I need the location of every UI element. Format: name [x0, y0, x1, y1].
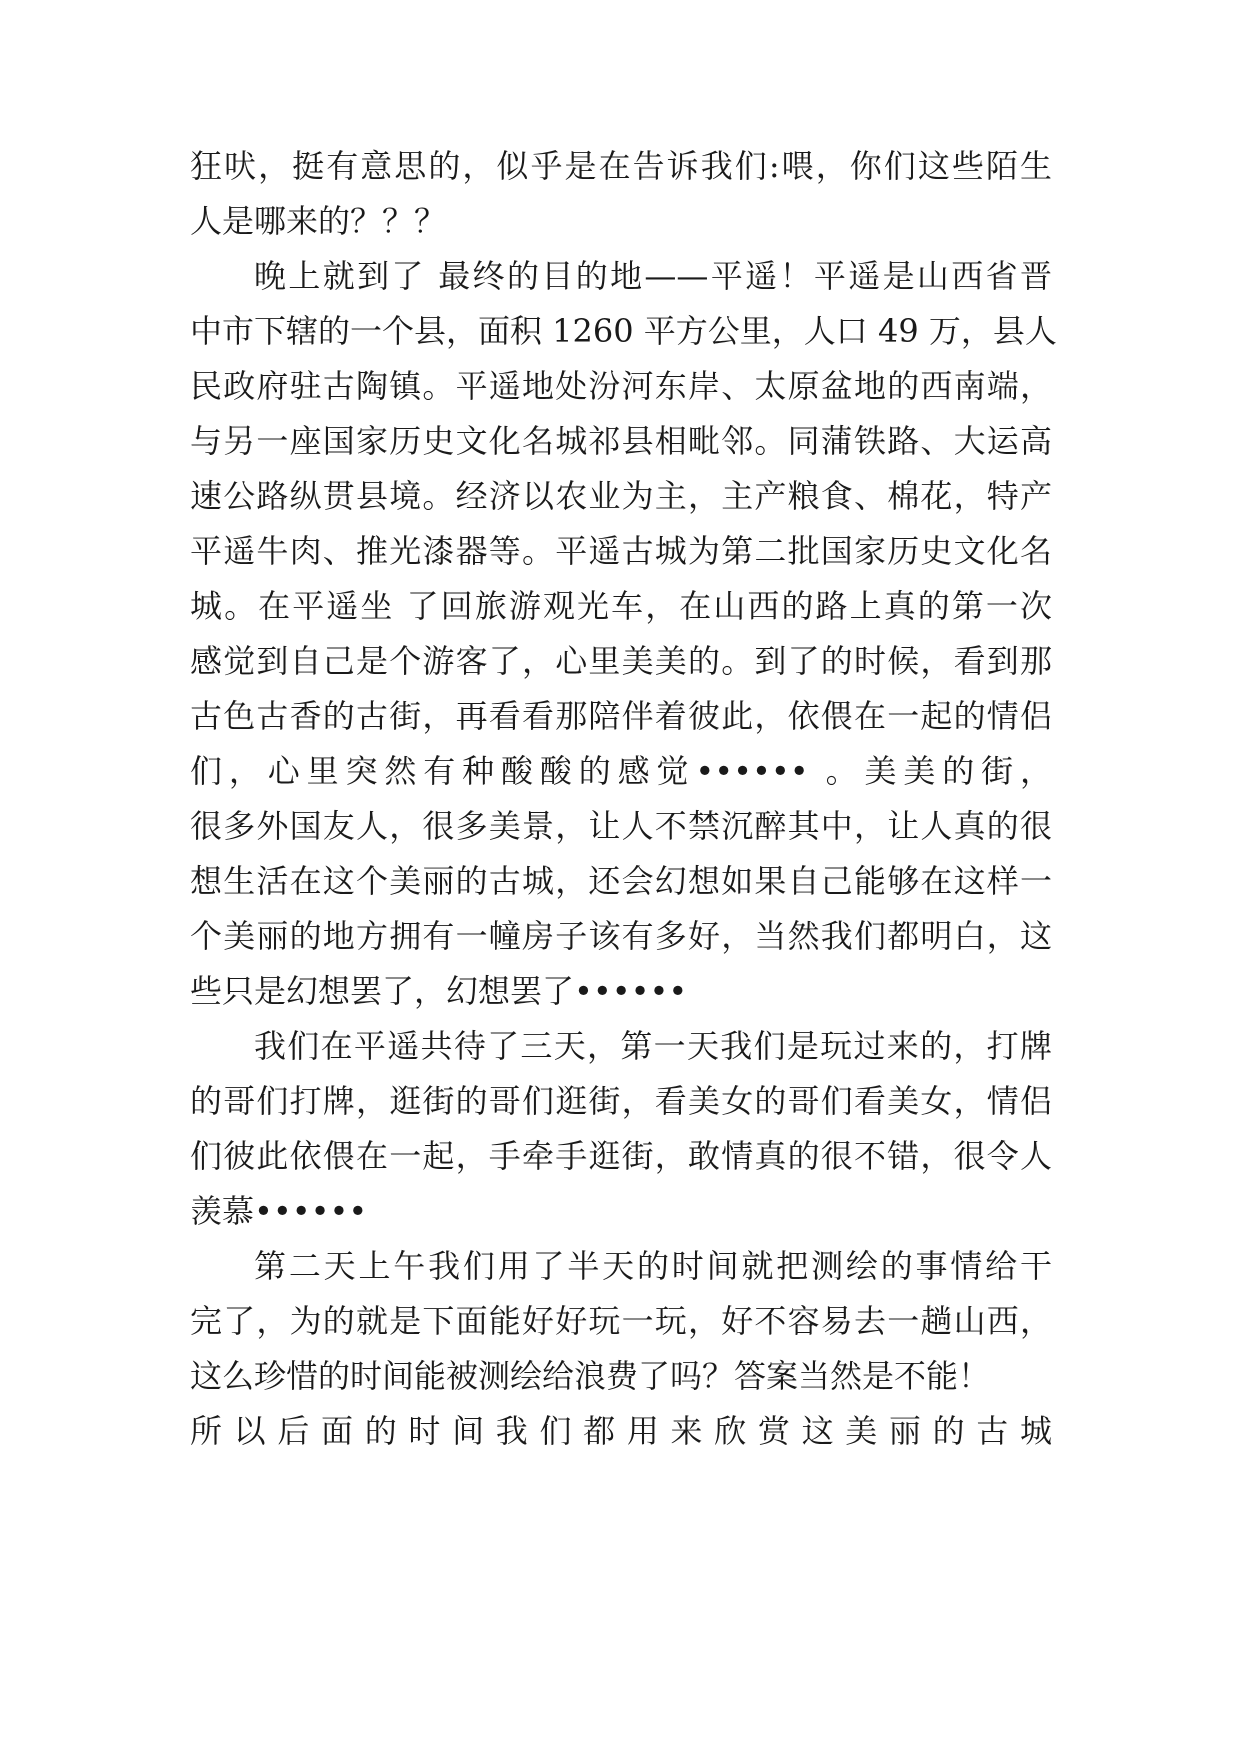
text-line: 们彼此依偎在一起，手牵手逛街，敢情真的很不错，很令人: [190, 1137, 1052, 1175]
text-line: 们，心里突然有种酸酸的感觉•••••• 。美美的街，: [190, 752, 1052, 790]
text-line: 想生活在这个美丽的古城，还会幻想如果自己能够在这样一: [190, 862, 1052, 900]
text-line: 与另一座国家历史文化名城祁县相毗邻。同蒲铁路、大运高: [190, 422, 1052, 460]
text-line: 所以后面的时间我们都用来欣赏这美丽的古城: [190, 1412, 1052, 1450]
text-line: 感觉到自己是个游客了，心里美美的。到了的时候，看到那: [190, 642, 1052, 680]
text-line: 很多外国友人，很多美景，让人不禁沉醉其中，让人真的很: [190, 807, 1052, 845]
text-line: 的哥们打牌，逛街的哥们逛街，看美女的哥们看美女，情侣: [190, 1082, 1052, 1120]
text-line: 羡慕••••••: [190, 1192, 368, 1230]
text-line: 些只是幻想罢了，幻想罢了••••••: [190, 972, 688, 1010]
text-line: 狂吠，挺有意思的，似乎是在告诉我们:喂，你们这些陌生: [190, 147, 1052, 185]
paragraph-first-line: 晚上就到了 最终的目的地——平遥！平遥是山西省晋: [254, 257, 1052, 295]
text-line: 中市下辖的一个县，面积 1260 平方公里，人口 49 万，县人: [190, 312, 1057, 350]
text-line: 速公路纵贯县境。经济以农业为主，主产粮食、棉花，特产: [190, 477, 1052, 515]
text-line: 城。在平遥坐 了回旅游观光车，在山西的路上真的第一次: [190, 587, 1052, 625]
text-line: 民政府驻古陶镇。平遥地处汾河东岸、太原盆地的西南端，: [190, 367, 1052, 405]
text-line: 人是哪来的？？？: [190, 202, 447, 240]
text-line: 这么珍惜的时间能被测绘给浪费了吗？答案当然是不能！: [190, 1357, 991, 1395]
text-line: 平遥牛肉、推光漆器等。平遥古城为第二批国家历史文化名: [190, 532, 1052, 570]
text-line: 古色古香的古街，再看看那陪伴着彼此，依偎在一起的情侣: [190, 697, 1052, 735]
paragraph-first-line: 第二天上午我们用了半天的时间就把测绘的事情给干: [254, 1247, 1052, 1285]
paragraph-first-line: 我们在平遥共待了三天，第一天我们是玩过来的，打牌: [254, 1027, 1052, 1065]
text-line: 个美丽的地方拥有一幢房子该有多好，当然我们都明白，这: [190, 917, 1052, 955]
text-line: 完了，为的就是下面能好好玩一玩，好不容易去一趟山西，: [190, 1302, 1052, 1340]
